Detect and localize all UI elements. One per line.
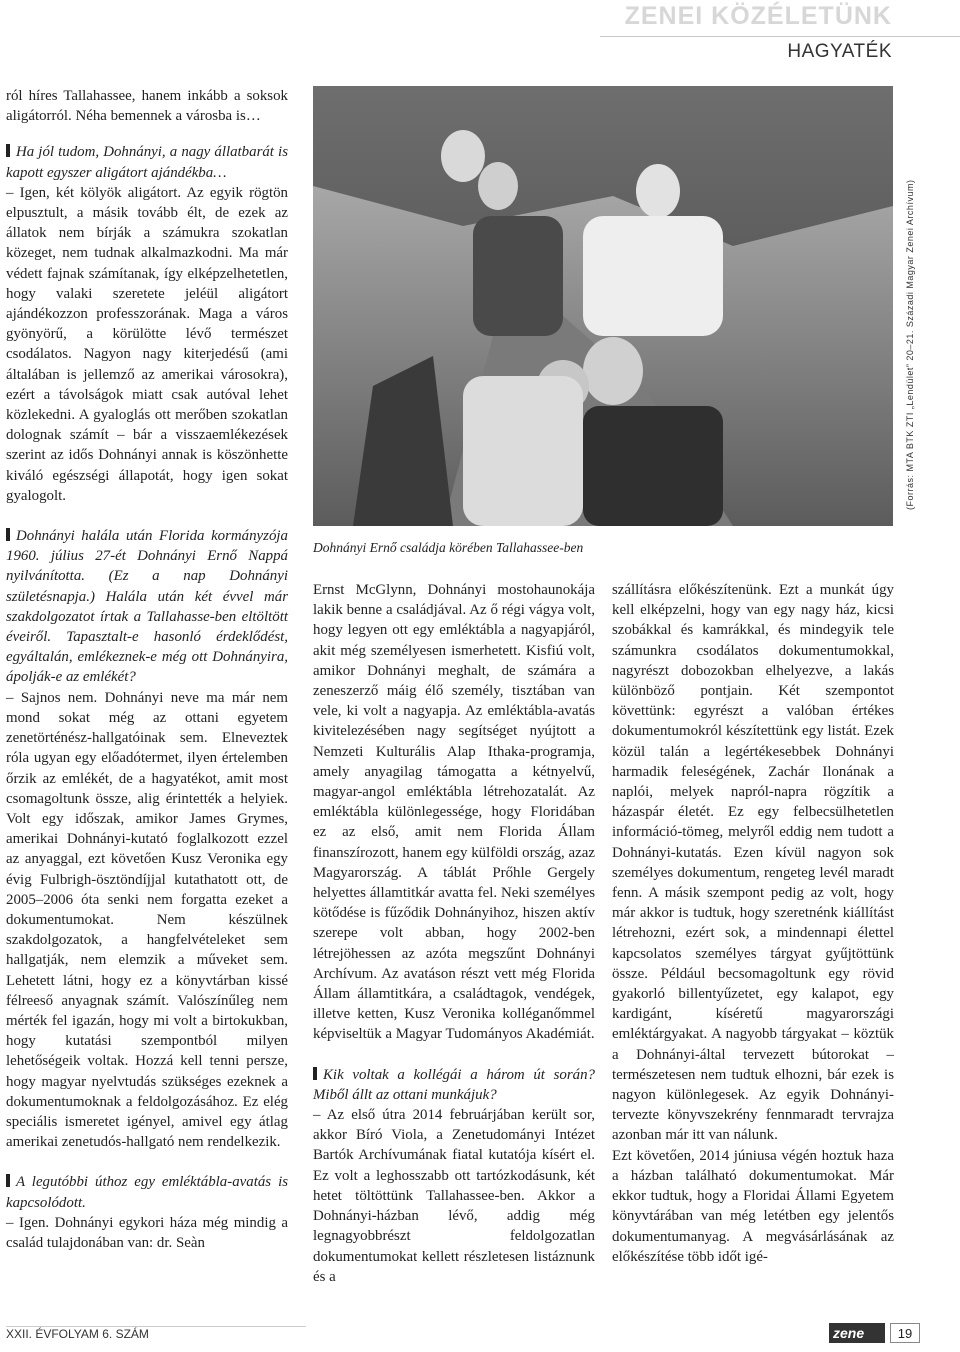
paragraph: szállításra előkészítenünk. Ezt a munkát úgy kell elképzelni, hogy van egy nagy ház, kicsi szobákkal és kamrákkal, és mindegyik tele számunkra csodálatos dokumentumokkal, nagyrészt dobozokban elhelyezve, a lakás különböző pontjain. Két szempontot követtünk: egyrészt a valóban értékes dokumentumokról készítettünk egy listát. Ezek közül talán a legértékesebbek Dohnányi harmadik feleségének, Zachár Ilonának a naplói, melyek napról-napra rögzítik a házaspár életét. Ez egy felbecsülhetetlen információ-tömeg, melyről eddig nem tudott a Dohnányi-kutatás. Ezen kívül nagyon sok személyes dokumentum, rengeteg levél maradt fenn. A másik szempont pedig az volt, hogy már akkor is tudtuk, hogy szeretnénk kiállítást létrehozni, ezért sok, a mindennapi élettel kapcsolatos személyes tárgyat gyűjtöttünk össze. Például becsomagoltunk egy rövid gyakorló billentyűzetet, egy kalapot, egy kardigánt, kíséretű magyarországi emléktárgyakat. A nagyobb tárgyakat – köztük a Dohnányi-által tervezett bútorokat – természetesen nem tudtuk elhozni, bár ezek is nagyon különlegesek. Az egyik Dohnányi-tervezte könyvszekrény fennmaradt tervrajza azonban már itt van nálunk. [612,582,894,1144]
section-subtitle: HAGYATÉK [787,41,892,62]
page-number: 19 [890,1323,920,1343]
photo-placeholder [313,86,893,526]
text-column-3 [612,580,894,1267]
paragraph: – Az első útra 2014 februárjában került sor, akkor Bíró Viola, a Zenetudományi Intézet Bartók Archívumának fiatal kutatója kísért el. Ez volt a leghosszabb ott tartózkodásunk, két hetet töltöttünk Tallahassee-ben. Akkor a Dohnányi-házban lévő, addig még legnagyobbrészt feldolgozatlan dokumentumokat kellett részletesen listáznunk és a [313,1107,595,1285]
section-title: ZENEI KÖZÉLETÜNK [624,2,892,30]
photo-caption: Dohnányi Ernő családja körében Tallahassee-ben [313,540,584,555]
issue-label: XXII. ÉVFOLYAM 6. SZÁM [6,1327,149,1341]
header-rule [600,36,960,37]
paragraph: Ernst McGlynn, Dohnányi mostohaunokája lakik benne a családjával. Az ő régi vágya volt, hogy legyen ott egy emléktábla a nagyapjáról, akit még személyesen ismerhetett. Kisfiú volt, amikor Dohnányi meghalt, de számára a zeneszerző máig élő személy, tisztában van vele, ki volt a nagyapja. Az emléktábla-avatás kivitelezésében nagy segítséget nyújtott a Nemzeti Kulturális Alap Ithaka-programja, amely anyagilag támogatta a kétnyelvű, magyar-angol emléktábla létrehozatalát. Az emléktábla különlegessége, hogy Floridában ez az első, amit nem Florida Állam finanszírozott, hanem egy külföldi ország, azaz Magyarország. A táblát Prőhle Gergely helyettes államtitkár avatta fel. Neki személyes kötődése is fűződik Dohnányihoz, hiszen aktív szerepe volt abban, hogy 2002-ben létrejöhessen az azóta megszűnt Dohnányi Archívum. Az avatáson részt vett még Florida Állam államtitkára, a családtagok, vendégek, illetve ketten, Kusz Veronika kolléganőmmel képviseltük a Magyar Tudományos Akadémiát. [313,582,595,1043]
magazine-logo: zene [829,1323,885,1343]
interview-question: Ha jól tudom, Dohnányi, a nagy állatbarát is kapott egyszer aligátort ajándékba… [6,142,288,182]
photo-credit: (Forrás: MTA BTK ZTI „Lendület” 20–21. Századi Magyar Zenei Archívum) [905,179,915,510]
paragraph: ról híres Tallahassee, hanem inkább a soksok aligátorról. Néha bemennek a városba is… [6,88,288,125]
family-photo [313,86,893,526]
paragraph: – Sajnos nem. Dohnányi neve ma már nem mond sokat még az ottani egyetem zenetörténész-hallgatóinak sem. Elneveztek róla ugyan egy előadótermet, ilyen értelemben őrzik az emlékét, de a hagyatékot, amit most csomagoltunk össze, alig érintették a helyiek. Volt egy időszak, amikor James Grymes, amerikai Dohnányi-kutató foglalkozott ezzel az anyaggal, ezt követően Kusz Veronika egy évig Fulbrigh-ösztöndíjjal kutathatott ott, de 2005–2006 óta senki nem forgatta ezeket a dokumentumokat. Nem készülnek szakdolgozatok, a hangfelvételeket sem hallgatják, nem elemzik a műveket sem. Lehetett látni, hogy ez a könyvtárban kissé félreeső anyagnak számít. Valószínűleg nem mérték fel igazán, hogy mi volt a birtokukban, hogy kutatási szempontból milyen lehetőségeik voltak. Hozzá kell tenni persze, hogy magyar nyelvtudás szükséges ezeknek a dokumentumoknak a feldolgozásához. Ez elég speciális ismeretet igényel, amivel egy átlag amerikai zenetudós-hallgató nem rendelkezik. [6,689,288,1151]
interview-question: Kik voltak a kollégái a három út során? Miből állt az ottani munkájuk? [313,1065,595,1105]
paragraph: – Igen. Dohnányi egykori háza még mindig a család tulajdonában van: dr. Seàn [6,1214,288,1251]
paragraph: – Igen, két kölyök aligátort. Az egyik rögtön elpusztult, a másik tovább élt, de ezek az állatok nem bírják a számukra szokatlan közeget, nem tudnak alkalmazkodni. Ma már védett fajnak számítanak, így elképzelhetetlen, hogy valaki szeretete jeléül aligátort ajándékozzon professzorának. Maga a város gyönyörű, a körülötte lévő természet csodálatos. Nagyon nagy kiterjedésű (ami általában is jellemző az amerikai városokra), ezért a távolságok miatt csak autóval lehet közlekedni. A gyaloglás ott merőben szokatlan dolognak számít – bár a visszaemlékezések szerint az idős Dohnányi annak is köszönhette kiváló egészségi állapotát, hogy igen sokat gyalogolt. [6,184,288,504]
interview-question: Dohnányi halála után Florida kormányzója 1960. július 27-ét Dohnányi Ernő Nappá nyilvánította. (Ez a nap Dohnányi születésnapja.) Halála után két évvel már szakdolgozatot írtak a Tallahasse-ben eltöltött éveiről. Tapasztalt-e hasonló érdeklődést, egyáltalán, emlékeznek-e még ott Dohnányira, ápolják-e az emlékét? [6,526,288,688]
text-column-2 [313,580,595,1287]
interview-question: A legutóbbi úthoz egy emléktábla-avatás is kapcsolódott. [6,1172,288,1212]
text-column-1 [6,86,288,1253]
paragraph: Ezt követően, 2014 júniusa végén hoztuk haza a házban található dokumentumokat. Már ekkor tudtuk, hogy a Floridai Állami Egyetem könyvtárában van még letétben egy jelentős dokumentumanyag. A megvásárlásának az előkészítése több időt igé- [612,1147,894,1265]
